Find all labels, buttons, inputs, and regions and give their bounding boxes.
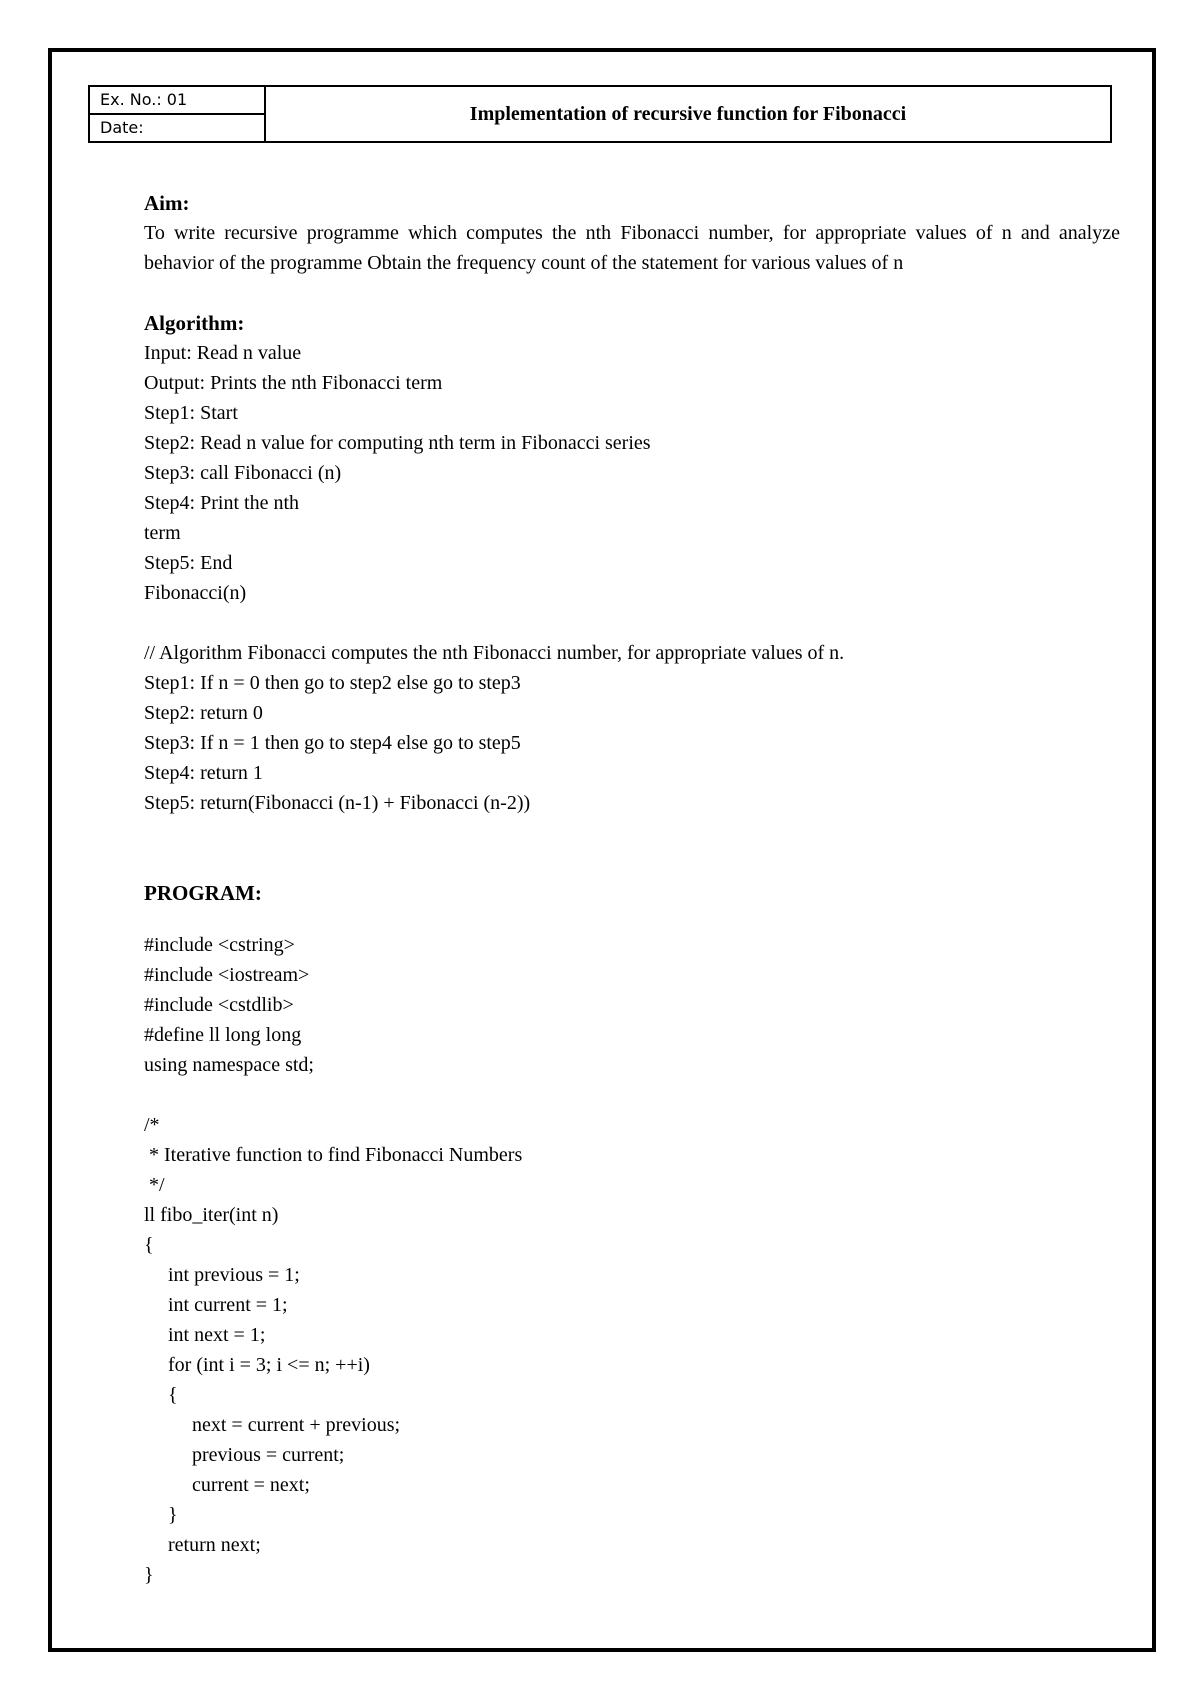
ex-no-cell: Ex. No.: 01 <box>90 87 264 115</box>
code-line: { <box>168 1384 178 1406</box>
algorithm-line: Step1: Start <box>144 402 238 424</box>
document-title: Implementation of recursive function for Fibonacci <box>469 102 907 125</box>
code-line: #define ll long long <box>144 1024 302 1046</box>
aim-text: To write recursive programme which computes the nth Fibonacci number, for appropriate values of n and analyze behavior of the programme Obtain the frequency count of the statement for various values of n <box>144 222 1120 274</box>
code-line: int previous = 1; <box>168 1264 300 1286</box>
program-heading: PROGRAM: <box>144 881 262 905</box>
algorithm-heading: Algorithm: <box>144 311 245 335</box>
code-line: } <box>168 1504 178 1526</box>
fibonacci-algorithm-line: Step5: return(Fibonacci (n-1) + Fibonacci (n-2)) <box>144 792 531 814</box>
code-line: /* <box>144 1114 160 1136</box>
code-line: #include <iostream> <box>144 964 310 986</box>
code-line: } <box>144 1564 154 1586</box>
code-line: { <box>144 1234 154 1256</box>
header-table <box>88 85 1112 143</box>
code-line: next = current + previous; <box>192 1414 401 1436</box>
algorithm-line: Step5: End <box>144 552 233 574</box>
code-line: using namespace std; <box>144 1054 314 1076</box>
code-line: ll fibo_iter(int n) <box>144 1204 279 1226</box>
code-line: return next; <box>168 1534 261 1556</box>
fibonacci-algorithm-line: Step3: If n = 1 then go to step4 else go to step5 <box>144 732 521 754</box>
code-line: previous = current; <box>192 1444 345 1466</box>
aim-heading: Aim: <box>144 191 190 215</box>
fibonacci-algorithm-line: Step1: If n = 0 then go to step2 else go to step3 <box>144 672 521 694</box>
code-line: #include <cstdlib> <box>144 994 294 1016</box>
algorithm-line: Fibonacci(n) <box>144 582 247 604</box>
fibonacci-algorithm-line: Step4: return 1 <box>144 762 263 784</box>
algorithm-line: Output: Prints the nth Fibonacci term <box>144 372 443 394</box>
code-line: int current = 1; <box>168 1294 288 1316</box>
algorithm-line: Step2: Read n value for computing nth term in Fibonacci series <box>144 432 651 454</box>
algorithm-line: Step4: Print the nth <box>144 492 299 514</box>
fibonacci-algorithm-line: // Algorithm Fibonacci computes the nth Fibonacci number, for appropriate values of n. <box>144 642 845 664</box>
program-code <box>144 930 1120 1590</box>
algorithm-line: Input: Read n value <box>144 342 302 364</box>
code-line: #include <cstring> <box>144 934 295 956</box>
fibonacci-algorithm-line: Step2: return 0 <box>144 702 263 724</box>
code-line: int next = 1; <box>168 1324 266 1346</box>
algorithm-line: Step3: call Fibonacci (n) <box>144 462 342 484</box>
algorithm-line: term <box>144 522 181 544</box>
code-line: for (int i = 3; i <= n; ++i) <box>168 1354 370 1376</box>
code-line: current = next; <box>192 1474 310 1496</box>
date-cell: Date: <box>100 118 144 137</box>
code-line: */ <box>144 1174 165 1196</box>
code-line: * Iterative function to find Fibonacci Numbers <box>144 1144 523 1166</box>
document-body <box>144 188 1120 1590</box>
header-meta <box>90 87 266 141</box>
